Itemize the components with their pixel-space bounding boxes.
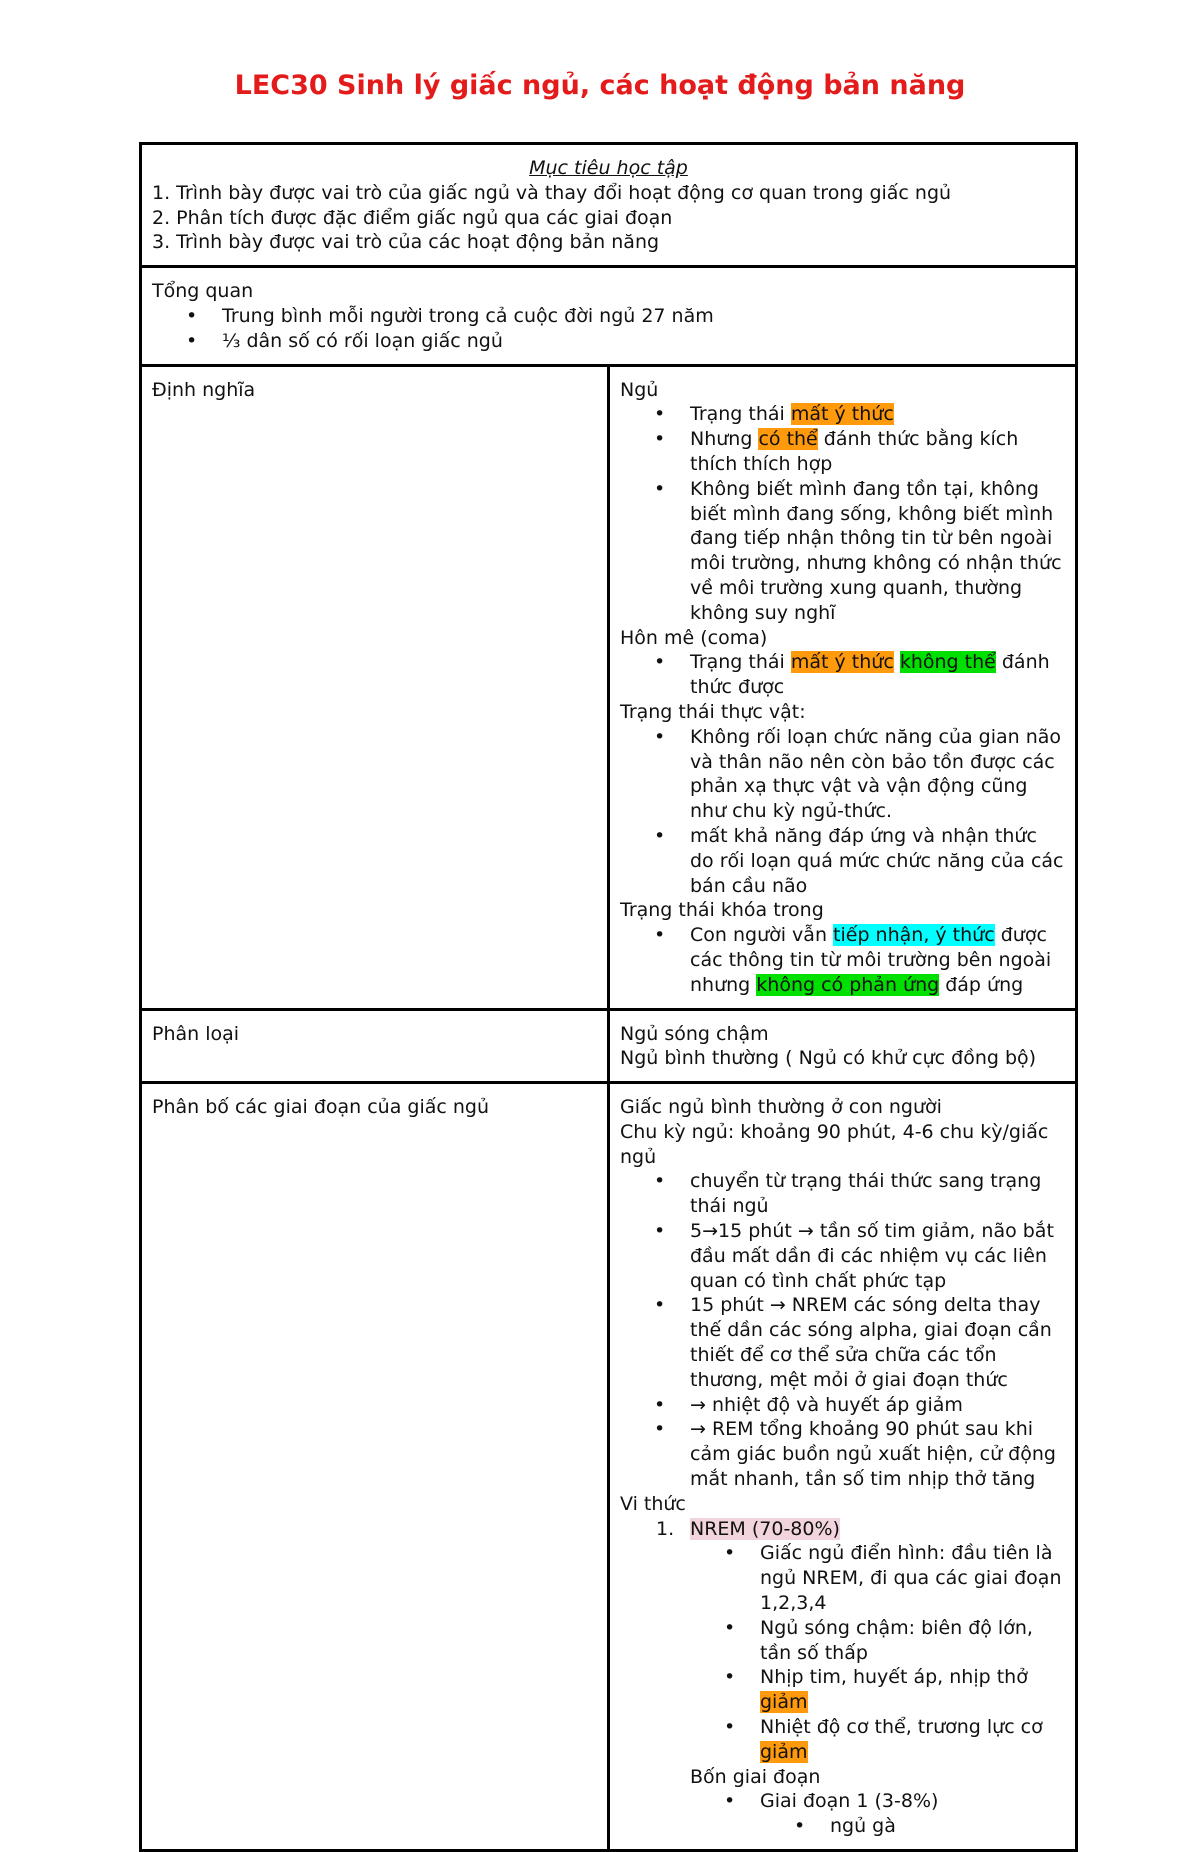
- text-run: được các thông tin từ môi trường bên ngoài nhưng: [690, 924, 1052, 996]
- overview-row: [141, 267, 1077, 365]
- text-run: Nhiệt độ cơ thể, trương lực cơ: [760, 1716, 1043, 1739]
- text-run: đáp ứng: [939, 973, 1024, 996]
- highlight-green: không có phản ứng: [756, 973, 940, 996]
- list-item: • → nhiệt độ và huyết áp giảm: [620, 1393, 1065, 1418]
- document-title: LEC30 Sinh lý giấc ngủ, các hoạt động bản năng: [234, 70, 966, 101]
- text-run: Nhưng: [690, 428, 759, 451]
- definition-label: Định nghĩa: [141, 365, 609, 1009]
- nrem-list: [620, 1541, 1065, 1764]
- sleep-list: [620, 402, 1065, 625]
- list-item: • mất khả năng đáp ứng và nhận thức do rối loạn quá mức chức năng của các bán cầu não: [620, 824, 1065, 898]
- sleep-type-list: [620, 1517, 1065, 1542]
- objective-item: 2. Phân tích được đặc điểm giấc ngủ qua các giai đoạn: [152, 206, 673, 229]
- overview-heading: Tổng quan: [152, 280, 254, 303]
- objectives-row: [141, 144, 1077, 267]
- overview-cell: [141, 267, 1077, 365]
- coma-heading: Hôn mê (coma): [620, 626, 768, 649]
- classification-line: Ngủ sóng chậm: [620, 1022, 769, 1045]
- highlight-orange: giảm: [760, 1740, 808, 1763]
- list-item: [620, 923, 1065, 997]
- locked-in-heading: Trạng thái khóa trong: [620, 899, 824, 922]
- list-item: • Không biết mình đang tồn tại, không biết mình đang sống, không biết mình đang tiếp nhận thông tin từ bên ngoài môi trường, nhưng không có nhận thức về môi trường xung quanh, thường không suy nghĩ: [620, 477, 1065, 626]
- highlight-orange: mất ý thức: [790, 403, 894, 426]
- list-number: 1.: [656, 1517, 675, 1540]
- highlight-pink: NREM (70-80%): [690, 1517, 840, 1540]
- definition-cell: [609, 365, 1077, 1009]
- objectives-heading: Mục tiêu học tập: [529, 157, 688, 179]
- list-item: [620, 1665, 1065, 1715]
- text-run: đánh thức được: [690, 651, 1050, 699]
- highlight-orange: có thể: [758, 428, 818, 451]
- distribution-row: [141, 1083, 1077, 1851]
- text-run: đánh thức bằng kích thích thích hợp: [690, 428, 1019, 475]
- list-item: [620, 650, 1065, 700]
- classification-label: Phân loại: [141, 1009, 609, 1083]
- vi-thuc-heading: Vi thức: [620, 1492, 686, 1515]
- cycle-list: [620, 1169, 1065, 1491]
- list-item: • ⅓ dân số có rối loạn giấc ngủ: [152, 329, 1065, 354]
- list-item: • Không rối loạn chức năng của gian não và thân não nên còn bảo tồn được các phản xạ thực vật và vận động cũng như chu kỳ ngủ-thức.: [620, 725, 1065, 824]
- list-item: [620, 427, 1065, 477]
- list-item: [620, 1517, 1065, 1542]
- objectives-cell: [141, 144, 1077, 267]
- list-item: [620, 1715, 1065, 1765]
- stage1-list: [620, 1814, 1065, 1839]
- list-item: • 15 phút → NREM các sóng delta thay thế dần các sóng alpha, giai đoạn cần thiết để cơ thể sửa chữa các tổn thương, mệt mỏi ở giai đoạn thức: [620, 1293, 1065, 1392]
- list-item: [620, 402, 1065, 427]
- distribution-label: Phân bố các giai đoạn của giấc ngủ: [141, 1083, 609, 1851]
- classification-line: Ngủ bình thường ( Ngủ có khử cực đồng bộ): [620, 1047, 1037, 1070]
- objective-item: 1. Trình bày được vai trò của giấc ngủ và thay đổi hoạt động cơ quan trong giấc ngủ: [152, 181, 952, 204]
- text-run: Trạng thái: [690, 651, 791, 674]
- distribution-line: Chu kỳ ngủ: khoảng 90 phút, 4-6 chu kỳ/giấc ngủ: [620, 1120, 1049, 1168]
- text-run: [894, 651, 900, 673]
- text-run: Nhịp tim, huyết áp, nhịp thở: [760, 1666, 1028, 1689]
- four-stages-heading: Bốn giai đoạn: [690, 1765, 821, 1788]
- list-item: • chuyển từ trạng thái thức sang trạng thái ngủ: [620, 1169, 1065, 1219]
- text-run: Trạng thái: [690, 403, 791, 426]
- list-item: • ngủ gà: [620, 1814, 1065, 1839]
- highlight-orange: giảm: [760, 1691, 808, 1714]
- list-item: • → REM tổng khoảng 90 phút sau khi cảm giác buồn ngủ xuất hiện, cử động mắt nhanh, tần số tim nhịp thở tăng: [620, 1417, 1065, 1491]
- text-run: Con người vẫn: [690, 924, 834, 947]
- sleep-heading: Ngủ: [620, 378, 659, 401]
- stages-list: [620, 1789, 1065, 1814]
- vegetative-heading: Trạng thái thực vật:: [620, 700, 806, 723]
- highlight-cyan: tiếp nhận, ý thức: [833, 924, 995, 947]
- list-item: • Trung bình mỗi người trong cả cuộc đời ngủ 27 năm: [152, 304, 1065, 329]
- objective-item: 3. Trình bày được vai trò của các hoạt động bản năng: [152, 231, 660, 254]
- content-table: [139, 142, 1078, 1852]
- highlight-green: không thể: [899, 651, 996, 674]
- list-item: • Giai đoạn 1 (3-8%): [620, 1789, 1065, 1814]
- distribution-cell: [609, 1083, 1077, 1851]
- coma-list: [620, 650, 1065, 700]
- list-item: • Giấc ngủ điển hình: đầu tiên là ngủ NREM, đi qua các giai đoạn 1,2,3,4: [620, 1541, 1065, 1615]
- locked-in-list: [620, 923, 1065, 997]
- overview-list: [152, 304, 1065, 354]
- highlight-orange: mất ý thức: [790, 651, 894, 674]
- classification-row: [141, 1009, 1077, 1083]
- classification-cell: [609, 1009, 1077, 1083]
- distribution-line: Giấc ngủ bình thường ở con người: [620, 1096, 942, 1119]
- list-item: • 5→15 phút → tần số tim giảm, não bắt đầu mất dần đi các nhiệm vụ các liên quan có tình chất phức tạp: [620, 1219, 1065, 1293]
- vegetative-list: [620, 725, 1065, 899]
- definition-row: [141, 365, 1077, 1009]
- list-item: • Ngủ sóng chậm: biên độ lớn, tần số thấp: [620, 1616, 1065, 1666]
